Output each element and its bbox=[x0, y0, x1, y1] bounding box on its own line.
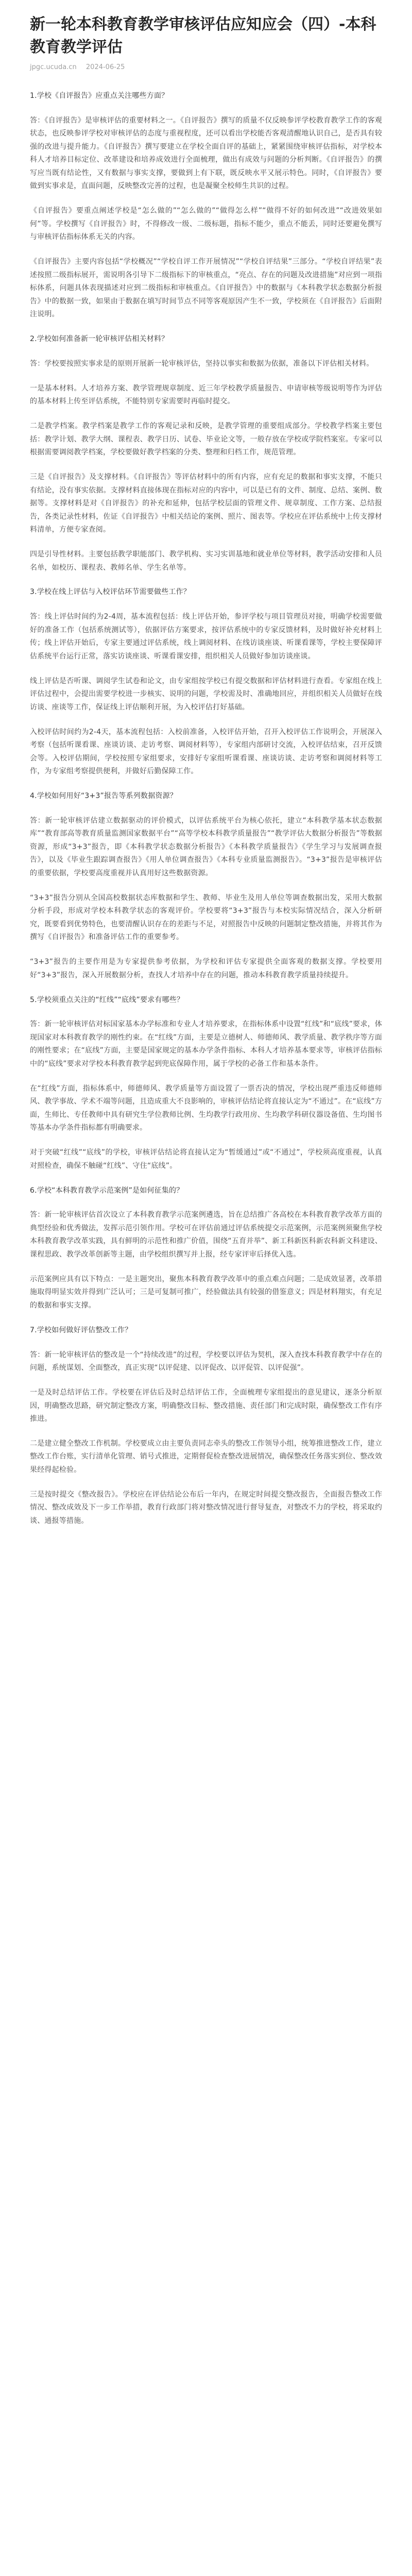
article-paragraph: 2.学校如何准备新一轮审核评估相关材料？ bbox=[30, 335, 169, 344]
article-meta bbox=[30, 63, 382, 72]
article-paragraph: 答：新一轮审核评估对标国家基本办学标准和专业人才培养要求，在指标体系中设置“红线”和“底线”要求，体现国家对本科教育教学的刚性约束。在“红线”方面，主要是立德树人、师德师风、教学质量、教学秩序等方面的刚性要求；在“底线”方面，主要是国家规定的基本办学条件指标、本科人才培养基本要求等，审核评估指标中的“底线”要求对学校本科教育教学起到兜底保障作用，属于学校的必备工作和基本条件。 bbox=[30, 1020, 382, 1068]
article-date: 2024-06-25 bbox=[85, 63, 125, 71]
article-paragraph: 对于突破“红线”“底线”的学校，审核评估结论将直接认定为“暂缓通过”或“不通过”，学校须高度重视，认真对照检查，确保不触碰“红线”、守住“底线”。 bbox=[30, 1148, 382, 1170]
article-paragraph: 答：《自评报告》是审核评估的重要材料之一。《自评报告》撰写的质量不仅反映参评学校教育教学工作的客观状态，也反映参评学校对审核评估的态度与重视程度，还可以看出学校能否客观清醒地认识自己，是否具有较强的改进与提升能力。《自评报告》撰写要建立在学校全面自评的基础上，紧紧围绕审核评估指标，对学校本科人才培养目标定位、改革建设和培养成效进行全面梳理，做出有成效与问题的分析判断。《自评报告》的撰写应当既有结论性，又有数据与事实支撑，要做到上有下联，既反映水平又展示特色。同时，《自评报告》要做到实事求是，直面问题，反映整改完善的过程，也是凝聚全校师生共识的过程。 bbox=[30, 116, 382, 191]
article-paragraph: “3+3”报告的主要作用是为专家提供参考依据，为学校和评估专家提供全面客观的数据支撑。学校要用好“3+3”报告，深入开展数据分析，查找人才培养中存在的问题，推动本科教育教学质量持续提升。 bbox=[30, 958, 382, 979]
article-paragraph: 5.学校须重点关注的“红线”“底线”要求有哪些？ bbox=[30, 995, 184, 1004]
article-paragraph: 一是及时总结评估工作。学校要在评估后及时总结评估工作，全面梳理专家组提出的意见建议，逐条分析原因，明确整改思路，研究制定整改方案，明确整改目标、整改措施、责任部门和完成时限，确保整改工作有序推进。 bbox=[30, 1388, 382, 1423]
article-paragraph: 二是教学档案。教学档案是教学工作的客观记录和反映，是教学管理的重要组成部分。学校教学档案主要包括：教学计划、教学大纲、课程表、教学日历、试卷、毕业论文等，一般存放在学校或学院档案室。专家可以根据需要调阅教学档案，学校要做好教学档案的分类、整理和归档工作，规范管理。 bbox=[30, 422, 382, 457]
article-paragraph: 《自评报告》要重点阐述学校是“怎么做的”“怎么做的”“做得怎么样”“做得不好的如何改进”“改进效果如何”等。学校撰写《自评报告》时，不得修改一级、二级标题，指标不能少，重点不能丢，同时还要避免撰写与审核评估指标体系无关的内容。 bbox=[30, 207, 382, 242]
article-paragraph: 3.学校在线上评估与入校评估环节需要做些工作？ bbox=[30, 588, 191, 597]
article-body bbox=[30, 90, 382, 1528]
article-paragraph: 6.学校“本科教育教学示范案例”是如何征集的？ bbox=[30, 1186, 184, 1195]
article-paragraph: “3+3”报告分别从全国高校数据状态库数据和学生、教师、毕业生及用人单位等调查数据出发，采用大数据分析手段，形成对学校本科教学状态的客观评价。学校要将“3+3”报告与本校实际情况结合，深入分析研究，既要看到优势特色，也要清醒认识存在的差距与不足，对照报告中反映的问题制定整改措施，并将其作为撰写《自评报告》和准备评估工作的重要参考。 bbox=[30, 893, 382, 942]
article-title: 新一轮本科教育教学审核评估应知应会（四）-本科教育教学评估 bbox=[30, 15, 376, 56]
article-paragraph: 三是按时提交《整改报告》。学校应在评估结论公布后一年内，在规定时间提交整改报告，全面报告整改工作情况、整改成效及下一步工作举措，教育行政部门将对整改情况进行督导复查，对整改不力的学校，将采取约谈、通报等措施。 bbox=[30, 1490, 382, 1525]
article-paragraph: 在“红线”方面，指标体系中，师德师风、教学质量等方面设置了一票否决的情况，学校出现严重违反师德师风、教学事故、学术不端等问题，且造成重大不良影响的，审核评估结论将直接认定为“不通过”。在“底线”方面，生师比、专任教师中具有研究生学位教师比例、生均教学行政用房、生均教学科研仪器设备值、生均图书等基本办学条件指标都有明确要求。 bbox=[30, 1084, 382, 1132]
article-paragraph: 答：学校要按照实事求是的原则开展新一轮审核评估，坚持以事实和数据为依据，准备以下评估相关材料。 bbox=[30, 359, 374, 368]
article-source[interactable]: jpgc.ucuda.cn bbox=[30, 63, 77, 71]
article-paragraph: 线上评估是否听课、调阅学生试卷和论文，由专家组按学校已有提交数据和评估材料进行查看。专家组在线上评估过程中，会提出需要学校进一步核实、说明的问题，学校需及时、准确地回应，并组织相关人员做好在线访谈、座谈等工作，保证线上评估顺利开展，为入校评估打好基础。 bbox=[30, 676, 382, 711]
article-paragraph: 7.学校如何做好评估整改工作？ bbox=[30, 1326, 132, 1334]
article-paragraph: 4.学校如何用好“3+3”报告等系列数据资源？ bbox=[30, 791, 178, 800]
article-paragraph: 1.学校《自评报告》应重点关注哪些方面？ bbox=[30, 92, 169, 100]
article-paragraph: 一是基本材料。人才培养方案、教学管理规章制度、近三年学校教学质量报告、申请审核等级说明等作为评估的基本材料上传至评估系统，不能特别专家需要时再临时提交。 bbox=[30, 384, 382, 406]
article-paragraph: 示范案例应具有以下特点：一是主题突出，聚焦本科教育教学改革中的重点难点问题；二是成效显著，改革措施取得明显实效并得到广泛认可；三是可复制可推广，经验做法具有较强的借鉴意义；四是材料翔实，有充足的数据和事实支撑。 bbox=[30, 1275, 382, 1310]
article-paragraph: 答：新一轮审核评估建立数据驱动的评价模式，以评估系统平台为核心依托，建立“本科教学基本状态数据库”“教育部高等教育质量监测国家数据平台”“高等学校本科教学质量报告”“教学评估大数据分析报告”等数据资源，形成“3+3”报告，即《本科教学状态数据分析报告》《本科教学质量报告》《学生学习与发展调查报告》，以及《毕业生跟踪调查报告》《用人单位调查报告》《本科专业质量监测报告》。“3+3”报告是审核评估的重要依据，学校要高度重视并认真用好这些数据资源。 bbox=[30, 816, 382, 877]
article-paragraph: 二是建立健全整改工作机制。学校要成立由主要负责同志牵头的整改工作领导小组，统筹推进整改工作，建立整改工作台账，实行清单化管理、销号式推进，定期督促检查整改进展情况，确保整改任务落实到位、整改效果经得起检验。 bbox=[30, 1439, 382, 1474]
article-paragraph: 答：新一轮审核评估首次设立了本科教育教学示范案例遴选，旨在总结推广各高校在本科教育教学改革方面的典型经验和优秀做法，发挥示范引领作用。学校可在评估前通过评估系统提交示范案例，示范案例须聚焦学校本科教育教学改革实践，具有鲜明的示范性和推广价值，围绕“五育并举”、新工科新医科新农科新文科建设、课程思政、教学改革创新等主题，由学校组织撰写并上报，经专家评审后择优入选。 bbox=[30, 1211, 382, 1259]
article-paragraph: 《自评报告》主要内容包括“学校概况”“学校自评工作开展情况”“学校自评结果”三部分。“学校自评结果”表述按照二级指标展开，需说明各引导下二级指标下的审核重点，“亮点、存在的问题及改进措施”对应到一项指标体系，问题具体表现描述对应到二级指标和审核重点。《自评报告》中的数据与《本科教学状态数据分析报告》中的数据一致，如果由于数据在填写时间节点不同等客观原因产生不一致，学校须在《自评报告》后面附注说明。 bbox=[30, 258, 382, 319]
article-paragraph: 四是引导性材料。主要包括教学职能部门、教学机构、实习实训基地和就业单位等材料，教学活动安排和人员名单，如校历、课程表、教师名单、学生名单等。 bbox=[30, 550, 382, 572]
article-paragraph: 答：新一轮审核评估的整改是一个“持续改进”的过程，学校要以评估为契机，深入查找本科教育教学中存在的问题，系统谋划、全面整改，真正实现“以评促建、以评促改、以评促管、以评促强”。 bbox=[30, 1350, 382, 1372]
article-paragraph: 三是《自评报告》及支撑材料。《自评报告》等评估材料中的所有内容，应有充足的数据和事实支撑，不能只有结论，没有事实依据。支撑材料直接体现在指标对应的内容中，可以是已有的文件、制度、总结、案例、数据等。支撑材料是对《自评报告》的补充和延伸，包括学校层面的管理文件、规章制度、工作方案、总结报告，各类记录性材料，佐证《自评报告》中相关结论的案例、照片、图表等。学校应在评估系统中上传支撑材料清单，方便专家查阅。 bbox=[30, 473, 382, 534]
article-paragraph: 入校评估时间约为2-4天，基本流程包括：入校前准备，入校评估开始，召开入校评估工作说明会，开展深入考察（包括听课看课、座谈访谈、走访考察、调阅材料等），专家组内部研讨交流，入校评估结束，召开反馈会等。入校评估期间，学校按照专家组要求，安排好专家组听课看课、座谈访谈、走访考察和调阅材料等工作，为专家组考察提供便利，并做好后勤保障工作。 bbox=[30, 727, 382, 776]
article-paragraph: 答：线上评估时间约为2-4周，基本流程包括：线上评估开始，参评学校与项目管理员对接，明确学校需要做好的准备工作（包括系统测试等），依据评估方案要求，按评估系统中的专家反馈材料，及时做好补充材料上传；线上评估开始后，专家主要通过评估系统，线上调阅材料、在线访谈座谈、听课看课等，学校主要保障评估系统平台运行正常，落实访谈座谈、听课看课安排，组织相关人员做好参加访谈座谈。 bbox=[30, 613, 382, 660]
